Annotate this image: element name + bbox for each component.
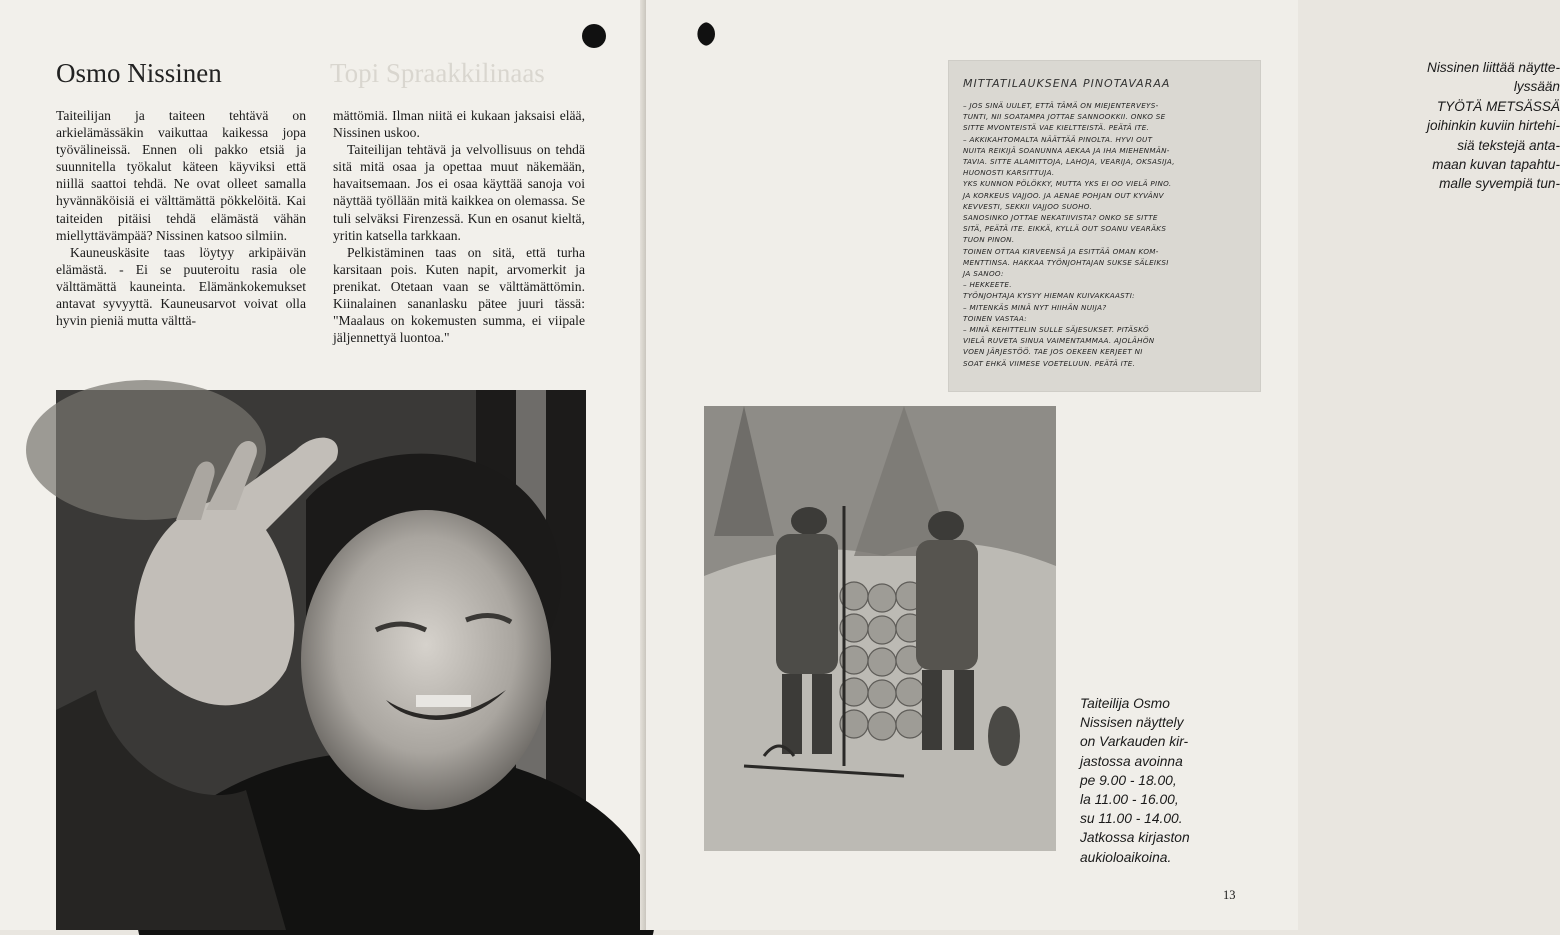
side-caption <box>1398 58 1560 194</box>
note-title: MITTATILAUKSENA PINOTAVARAA <box>963 77 1171 90</box>
info-line: la 11.00 - 16.00, <box>1080 792 1179 808</box>
text-column-2 <box>333 107 585 346</box>
paragraph: Taiteilijan ja taiteen tehtävä on arkielämässäkin vaikuttaa kaikessa jopa työvälineissä. Ennen oli pakko etsiä ja suunnitella työkalut käteen käyviksi että niillä saattoi tehdä. Ne ovat olleet samalla hyvännäköisiä ei välttämättä pökkelöitä. Kai taiteiden pitäisi tehdä elämästä vähän miellyttävämpää? Nissinen katsoo silmiin. <box>56 108 306 243</box>
paragraph: mättömiä. Ilman niitä ei kukaan jaksaisi elää, Nissinen uskoo. <box>333 108 585 141</box>
info-line: jastossa avoinna <box>1080 753 1183 769</box>
paragraph: Kauneuskäsite taas löytyy arkipäivän elämästä. - Ei se puuteroitu rasia ole välttämättä kauneinta. Elämänkokemukset antavat syvyyttä. Kauneusarvot voivat olla hyvin pieniä mutta välttä- <box>56 244 306 329</box>
handwritten-note-box <box>948 60 1261 392</box>
caption-line: TYÖTÄ METSÄSSÄ <box>1436 98 1560 114</box>
info-line: Jatkossa kirjaston <box>1080 830 1190 846</box>
painting-image <box>704 406 1056 851</box>
paragraph: Pelkistäminen taas on sitä, että turha karsitaan pois. Kuten napit, arvomerkit ja prenikat. Otetaan vaan se välttämättömin. Kiinalainen sananlasku pätee juuri tässä: "Maalaus on kokemusten summa, ei viipale jäljennettyä luontoa." <box>333 244 585 346</box>
portrait-illustration <box>56 390 586 930</box>
info-line: su 11.00 - 14.00. <box>1080 811 1183 827</box>
caption-line: Nissinen liittää näytte- <box>1427 60 1560 75</box>
caption-line: siä tekstejä anta- <box>1457 137 1560 153</box>
punch-hole <box>582 24 606 48</box>
caption-line: malle syvempiä tun- <box>1439 176 1560 192</box>
caption-line: joihinkin kuviin hirtehi- <box>1427 118 1560 134</box>
exhibition-info <box>1080 694 1210 867</box>
portrait-photo <box>56 390 586 930</box>
page-number: 13 <box>1223 888 1236 902</box>
info-line: aukioloaikoina. <box>1080 849 1172 865</box>
left-page <box>0 0 646 930</box>
painting-illustration <box>704 406 1056 851</box>
info-line: Nissisen näyttely <box>1080 715 1184 731</box>
info-line: Taiteilija Osmo <box>1080 696 1170 711</box>
text-column-1 <box>56 107 306 329</box>
caption-line: lyssään <box>1513 79 1560 95</box>
info-line: on Varkauden kir- <box>1080 734 1189 750</box>
show-through-title: Topi Spraakkilinaas <box>330 58 545 88</box>
article-title: Osmo Nissinen <box>56 58 222 88</box>
paragraph: Taiteilijan tehtävä ja velvollisuus on tehdä sitä mitä osaa ja opettaa muut näkemään, havaitsemaan. Jos ei osaa käyttää sanoja voi näyttää työllään mitä kaikkea on olemassa. Se tuli selväksi Firenzessä. Kun en osanut kieltä, yritin katsella tarkkaan. <box>333 142 585 243</box>
note-text: – JOS SINÄ UULET, ETTÄ TÄMÄ ON MIEJENTERVEYS- TUNTI, NII SOATAMPA JOTTAE SANNOOKKII. ONKO SE SITTE MVONTEISTÄ VAE KIELTTEISTÄ. PEÄTÄ ITE. – AKKIKAHTOMALTA NÄÄTTÄÄ PINOLTA. HYVI OUT NUITA REIKIJÄ SOANUNNA AEKAA JA IHA MIEHENMÄN- TAVIA. SITTE ALAMITTOJA, LAHOJA, VEARIJA, OKSASIJA, HUONOSTI KARSITTUJA. YKS KUNNON PÖLÖKKY, MUTTA YKS EI OO VIELÄ PINO. JA KORKEUS VAJJOO. JA AENAE POHJAN OUT KYVÄNV KEVVESTI, SEKKII VAJJOO SUOHO. SANOSINKO JOTTAE NEKATIIVISTA? ONKO SE SITTE SITÄ, PEÄTÄ ITE. EIKKÄ, KYLLÄ OUT SOANU VEARÄKS TUON PINON. TOINEN OTTAA KIRVEENSÄ JA ESITTÄÄ OMAN KOM- MENTTINSA. HAKKAA TYÖNJOHTAJAN SUKSE SÄLEIKSI JA SANOO: – HEKKEETE. TYÖNJOHTAJA KYSYY HIEMAN KUIVAKKAASTI: – MITENKÄS MINÄ NYT HIIHÄN NUIJA? TOINEN VASTAA: – MINÄ KEHITTELIN SULLE SÄJESUKSET. PITÄSKÖ VIELÄ RUVETA SINUA VAIMENTAMMAA. AJOLÄHÖN VOEN JÄRJESTÖÖ. TAE JOS OEKEEN KERJEET NI SOAT EHKÄ VIIMESE VOETELUUN. PEÄTÄ ITE. <box>963 101 1175 368</box>
caption-line: maan kuvan tapahtu- <box>1432 157 1560 173</box>
info-line: pe 9.00 - 18.00, <box>1080 772 1177 788</box>
